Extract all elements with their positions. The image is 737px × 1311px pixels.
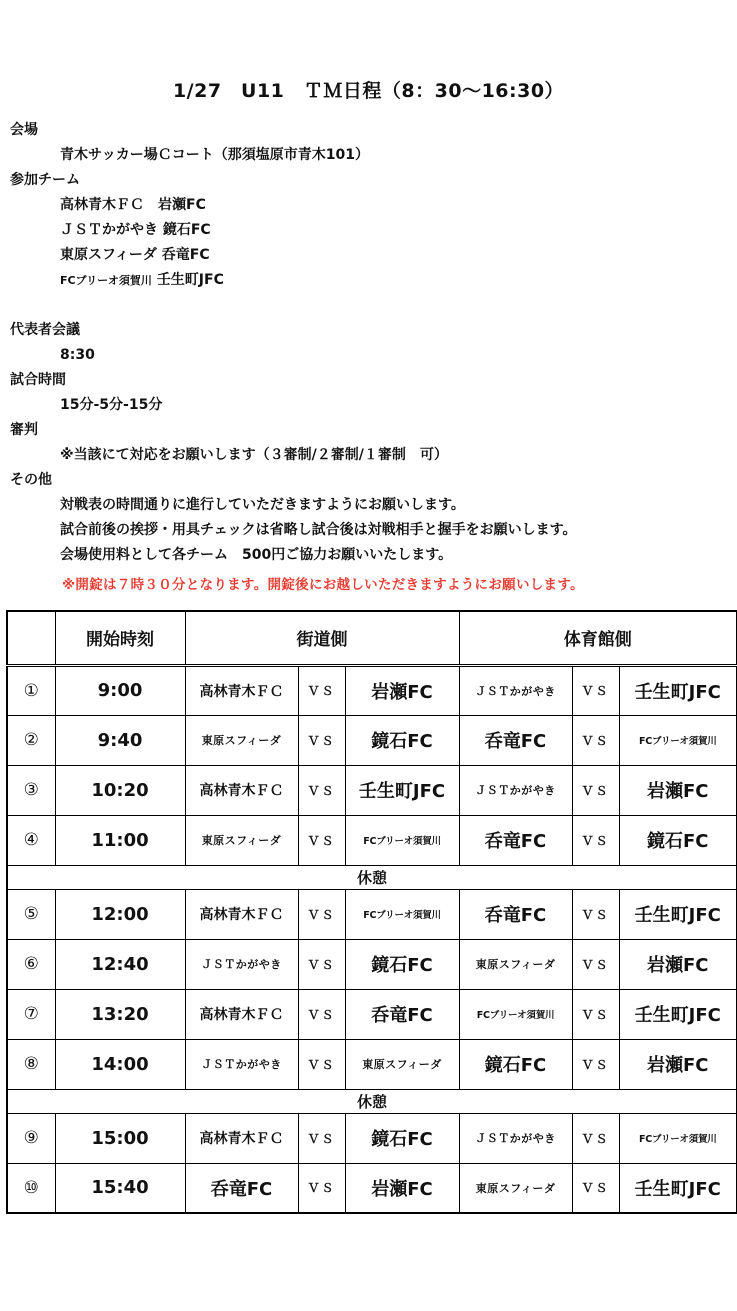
gym-team-home: ＪＳＴかがやき	[459, 665, 572, 715]
schedule-table	[6, 610, 737, 1214]
kaido-vs: ＶＳ	[298, 1113, 345, 1163]
teams-label: 参加チーム	[10, 172, 80, 188]
start-time: 15:00	[55, 1113, 185, 1163]
gym-team-away: 岩瀬FC	[619, 939, 737, 989]
teams-row-4-small: FCブリーオ須賀川	[60, 274, 152, 287]
gym-team-away: 鏡石FC	[619, 815, 737, 865]
kaido-team-away: 東原スフィーダ	[345, 1039, 459, 1089]
table-row	[7, 989, 737, 1039]
header-gym: 体育館側	[459, 611, 737, 665]
start-time: 9:00	[55, 665, 185, 715]
kaido-vs: ＶＳ	[298, 889, 345, 939]
break-label: 休憩	[7, 1089, 737, 1113]
gym-team-away: 壬生町JFC	[619, 665, 737, 715]
header-start-time: 開始時刻	[55, 611, 185, 665]
kaido-team-home: 高林青木ＦＣ	[185, 665, 298, 715]
kaido-team-home: 高林青木ＦＣ	[185, 889, 298, 939]
kaido-vs: ＶＳ	[298, 665, 345, 715]
schedule-body	[7, 665, 737, 1213]
teams-row-3: 東原スフィーダ 呑竜FC	[60, 247, 210, 263]
gym-team-away: FCブリーオ須賀川	[619, 715, 737, 765]
gym-team-home: 呑竜FC	[459, 715, 572, 765]
start-time: 12:00	[55, 889, 185, 939]
kaido-team-away: 鏡石FC	[345, 1113, 459, 1163]
kaido-team-home: 呑竜FC	[185, 1163, 298, 1213]
table-row	[7, 889, 737, 939]
kaido-team-home: ＪＳＴかがやき	[185, 1039, 298, 1089]
gym-vs: ＶＳ	[572, 815, 619, 865]
gym-team-home: 東原スフィーダ	[459, 939, 572, 989]
start-time: 9:40	[55, 715, 185, 765]
teams-row-1: 高林青木ＦＣ 岩瀬FC	[60, 197, 206, 213]
game-number: ⑩	[7, 1163, 55, 1213]
gym-vs: ＶＳ	[572, 1163, 619, 1213]
kaido-vs: ＶＳ	[298, 765, 345, 815]
gym-team-home: ＪＳＴかがやき	[459, 765, 572, 815]
gym-vs: ＶＳ	[572, 665, 619, 715]
gym-vs: ＶＳ	[572, 765, 619, 815]
page-title: 1/27 U11 ＴＭ日程（8：30～16:30）	[172, 80, 565, 102]
gym-team-away: 岩瀬FC	[619, 765, 737, 815]
break-row	[7, 865, 737, 889]
gym-team-home: FCブリーオ須賀川	[459, 989, 572, 1039]
kaido-vs: ＶＳ	[298, 1163, 345, 1213]
meeting-time: 8:30	[60, 347, 95, 363]
table-row	[7, 1163, 737, 1213]
start-time: 15:40	[55, 1163, 185, 1213]
kaido-team-away: 岩瀬FC	[345, 1163, 459, 1213]
kaido-vs: ＶＳ	[298, 815, 345, 865]
gym-vs: ＶＳ	[572, 989, 619, 1039]
referee-value: ※当該にて対応をお願いします（３審制/２審制/１審制 可）	[60, 447, 448, 463]
gym-vs: ＶＳ	[572, 715, 619, 765]
gym-team-home: ＪＳＴかがやき	[459, 1113, 572, 1163]
kaido-vs: ＶＳ	[298, 1039, 345, 1089]
teams-row-2: ＪＳＴかがやき 鏡石FC	[60, 222, 211, 238]
kaido-vs: ＶＳ	[298, 715, 345, 765]
table-row	[7, 815, 737, 865]
table-row	[7, 1039, 737, 1089]
game-number: ①	[7, 665, 55, 715]
table-row	[7, 1113, 737, 1163]
gym-team-away: 壬生町JFC	[619, 889, 737, 939]
game-number: ⑦	[7, 989, 55, 1039]
gym-team-away: 壬生町JFC	[619, 989, 737, 1039]
gym-vs: ＶＳ	[572, 1113, 619, 1163]
unlock-notice: ※開錠は７時３０分となります。開錠後にお越しいただきますようにお願いします。	[62, 577, 584, 593]
gym-team-away: FCブリーオ須賀川	[619, 1113, 737, 1163]
table-row	[7, 765, 737, 815]
kaido-vs: ＶＳ	[298, 939, 345, 989]
gym-vs: ＶＳ	[572, 939, 619, 989]
kaido-team-away: FCブリーオ須賀川	[345, 815, 459, 865]
venue-label: 会場	[10, 122, 38, 138]
event-info	[10, 118, 735, 568]
game-number: ⑨	[7, 1113, 55, 1163]
gym-vs: ＶＳ	[572, 889, 619, 939]
gym-team-away: 岩瀬FC	[619, 1039, 737, 1089]
teams-row-4	[10, 268, 735, 293]
kaido-team-away: 鏡石FC	[345, 715, 459, 765]
gym-team-home: 鏡石FC	[459, 1039, 572, 1089]
kaido-team-home: 東原スフィーダ	[185, 815, 298, 865]
game-number: ⑤	[7, 889, 55, 939]
gym-vs: ＶＳ	[572, 1039, 619, 1089]
start-time: 13:20	[55, 989, 185, 1039]
kaido-team-home: 高林青木ＦＣ	[185, 765, 298, 815]
kaido-team-away: 岩瀬FC	[345, 665, 459, 715]
gym-team-home: 呑竜FC	[459, 889, 572, 939]
start-time: 14:00	[55, 1039, 185, 1089]
header-kaido: 街道側	[185, 611, 459, 665]
match-time-label: 試合時間	[10, 372, 66, 388]
kaido-team-away: 鏡石FC	[345, 939, 459, 989]
other-label: その他	[10, 472, 52, 488]
referee-label: 審判	[10, 422, 38, 438]
table-row	[7, 715, 737, 765]
header-num	[7, 611, 55, 665]
teams-row-4-rest: 壬生町JFC	[156, 272, 224, 288]
game-number: ②	[7, 715, 55, 765]
game-number: ③	[7, 765, 55, 815]
venue-value: 青木サッカー場Ｃコート（那須塩原市青木101）	[60, 147, 369, 163]
kaido-team-home: ＪＳＴかがやき	[185, 939, 298, 989]
table-row	[7, 665, 737, 715]
kaido-team-home: 東原スフィーダ	[185, 715, 298, 765]
kaido-team-away: 壬生町JFC	[345, 765, 459, 815]
gym-team-away: 壬生町JFC	[619, 1163, 737, 1213]
other-note-2: 試合前後の挨拶・用具チェックは省略し試合後は対戦相手と握手をお願いします。	[60, 522, 577, 538]
gym-team-home: 呑竜FC	[459, 815, 572, 865]
match-time-value: 15分-5分-15分	[60, 397, 163, 413]
table-header-row	[7, 611, 737, 665]
start-time: 11:00	[55, 815, 185, 865]
start-time: 10:20	[55, 765, 185, 815]
kaido-team-away: FCブリーオ須賀川	[345, 889, 459, 939]
kaido-vs: ＶＳ	[298, 989, 345, 1039]
game-number: ⑥	[7, 939, 55, 989]
kaido-team-away: 呑竜FC	[345, 989, 459, 1039]
meeting-label: 代表者会議	[10, 322, 80, 338]
game-number: ④	[7, 815, 55, 865]
kaido-team-home: 高林青木ＦＣ	[185, 989, 298, 1039]
table-row	[7, 939, 737, 989]
gym-team-home: 東原スフィーダ	[459, 1163, 572, 1213]
kaido-team-home: 高林青木ＦＣ	[185, 1113, 298, 1163]
break-row	[7, 1089, 737, 1113]
other-note-1: 対戦表の時間通りに進行していただきますようにお願いします。	[60, 497, 465, 513]
start-time: 12:40	[55, 939, 185, 989]
game-number: ⑧	[7, 1039, 55, 1089]
break-label: 休憩	[7, 865, 737, 889]
other-note-3: 会場使用料として各チーム 500円ご協力お願いいたします。	[60, 547, 453, 563]
